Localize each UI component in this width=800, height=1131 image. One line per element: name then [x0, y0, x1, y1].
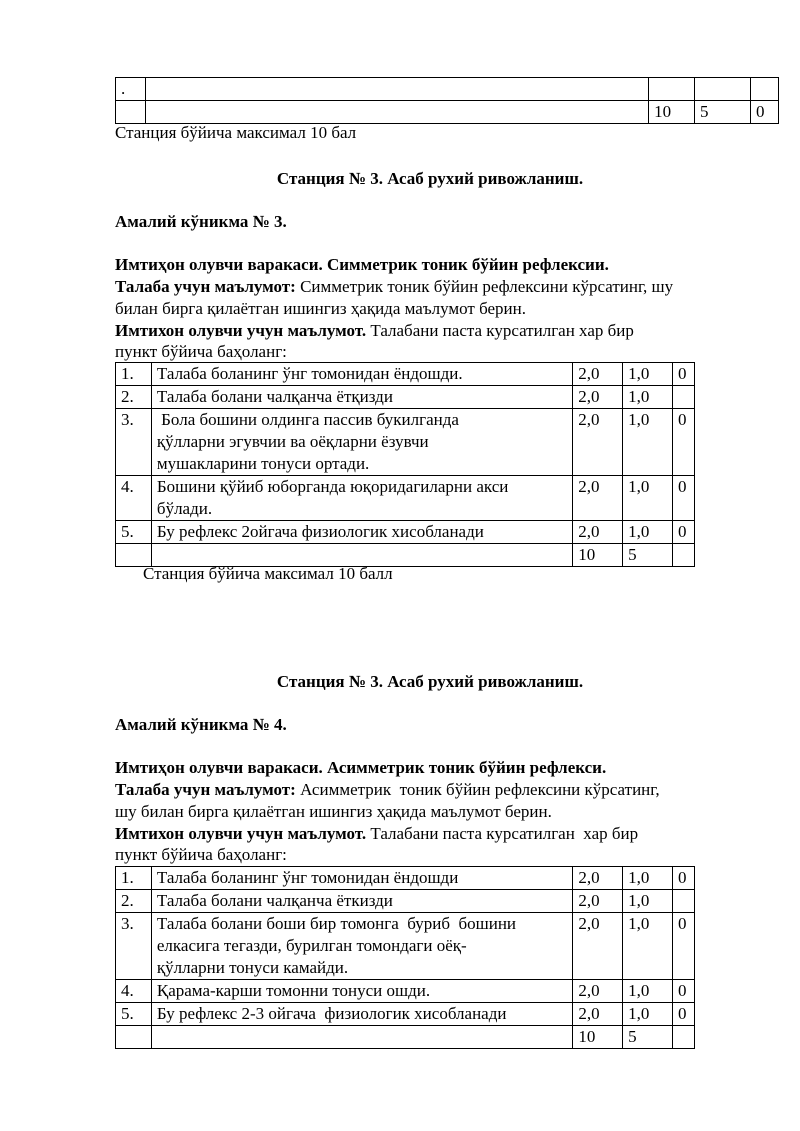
top-total-c: 0 — [750, 101, 778, 124]
table-row: 1. Талаба боланинг ўнг томонидан ёндошди 2,0 1,0 0 — [116, 867, 695, 890]
top-score-table — [115, 77, 779, 124]
top-total-a: 10 — [649, 101, 695, 124]
station-note-1: Станция бўйича максимал 10 балл — [143, 564, 393, 583]
checklist-table-1 — [115, 362, 695, 567]
top-total-b: 5 — [695, 101, 751, 124]
station-heading-1: Станция № 3. Асаб рухий ривожланиш. — [276, 169, 584, 188]
exam-sheet-2: Имтиҳон олувчи варакаси. Асимметрик тоник бўйин рефлекси. — [115, 758, 607, 777]
station-heading-2: Станция № 3. Асаб рухий ривожланиш. — [276, 672, 584, 691]
table-row: 5. Бу рефлекс 2-3 ойгача физиологик хисобланади 2,0 1,0 0 — [116, 1003, 695, 1026]
total-row: 10 5 — [116, 544, 695, 567]
student-info-1-cont: билан бирга қилаётган ишингиз ҳақида маълумот берин. — [115, 299, 526, 318]
table-row: 2. Талаба болани чалқанча ёткизди 2,0 1,0 — [116, 890, 695, 913]
checklist-table-2 — [115, 866, 695, 1049]
top-row1-text — [145, 78, 648, 101]
table-row: 1. Талаба боланинг ўнг томонидан ёндошди. 2,0 1,0 0 — [116, 363, 695, 386]
student-info-1: Талаба учун маълумот: Симметрик тоник бўйин рефлексини кўрсатинг, шу — [115, 277, 674, 296]
top-row1-num: . — [116, 78, 146, 101]
skill-heading-1: Амалий кўникма № 3. — [115, 212, 287, 231]
exam-sheet-1: Имтиҳон олувчи варакаси. Симметрик тоник бўйин рефлексии. — [115, 255, 609, 274]
student-info-2-cont: шу билан бирга қилаётган ишингиз ҳақида маълумот берин. — [115, 802, 552, 821]
skill-heading-2: Амалий кўникма № 4. — [115, 715, 287, 734]
table-row: 5. Бу рефлекс 2ойгача физиологик хисобланади 2,0 1,0 0 — [116, 521, 695, 544]
examiner-info-1-cont: пункт бўйича баҳоланг: — [115, 342, 287, 361]
top-note: Станция бўйича максимал 10 бал — [115, 123, 357, 142]
table-row: 2. Талаба болани чалқанча ётқизди 2,0 1,0 — [116, 386, 695, 409]
examiner-info-1: Имтихон олувчи учун маълумот. Талабани паста курсатилган хар бир — [115, 321, 634, 340]
table-row: 3. Талаба болани боши бир томонга буриб бошини елкасига тегазди, бурилган томондаги оёқ- қўлларни тонуси камайди. 2,0 1,0 0 — [116, 913, 695, 980]
table-row: 4. Қарама-карши томонни тонуси ошди. 2,0 1,0 0 — [116, 980, 695, 1003]
student-info-2: Талаба учун маълумот: Асимметрик тоник бўйин рефлексини кўрсатинг, — [115, 780, 660, 799]
examiner-info-2: Имтихон олувчи учун маълумот. Талабани паста курсатилган хар бир — [115, 824, 639, 843]
table-row: 4. Бошини қўйиб юборганда юқоридагиларни акси бўлади. 2,0 1,0 0 — [116, 476, 695, 521]
examiner-info-2-cont: пункт бўйича баҳоланг: — [115, 845, 287, 864]
total-row: 10 5 — [116, 1026, 695, 1049]
table-row: 3. Бола бошини олдинга пассив букилганда қўлларни эгувчии ва оёқларни ёзувчи мушакларини тонуси ортади. 2,0 1,0 0 — [116, 409, 695, 476]
